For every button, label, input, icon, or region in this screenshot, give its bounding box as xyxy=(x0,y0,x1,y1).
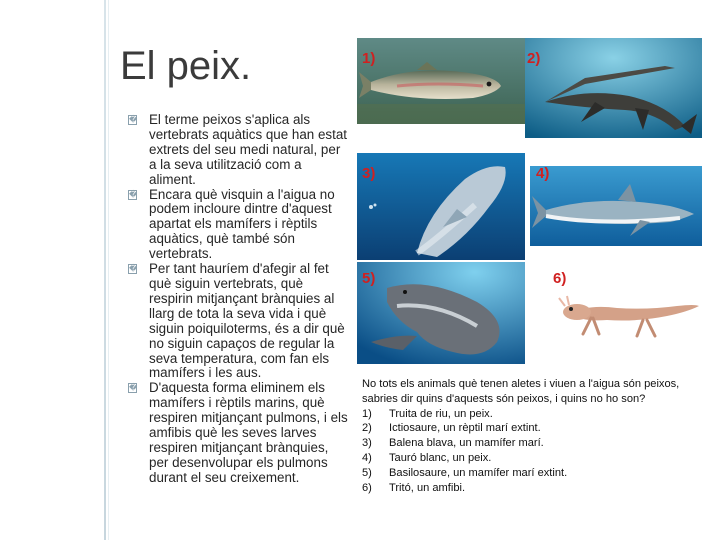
caption-item xyxy=(362,421,702,436)
trout-image xyxy=(357,38,525,124)
caption-item xyxy=(362,451,702,466)
caption-item-number: 3) xyxy=(362,437,372,450)
bullet-item xyxy=(128,113,350,188)
bullet-marker-icon: � xyxy=(129,189,138,199)
image-label-3: 3) xyxy=(362,165,376,182)
bullet-list xyxy=(128,113,350,486)
basilosaurus-image xyxy=(357,262,525,364)
caption-item-text: Basilosaure, un mamífer marí extint. xyxy=(389,466,568,479)
bullet-item xyxy=(128,262,350,381)
caption-item-text: Balena blava, un mamífer marí. xyxy=(389,437,544,450)
white-shark-image xyxy=(530,166,702,246)
caption-item-text: Tauró blanc, un peix. xyxy=(389,451,492,464)
bullet-text: Encara què visquin a l'aigua no podem incloure dintre d'aquest apartat els mamífers i rèptils aquàtics, què també són vertebrats. xyxy=(149,186,335,262)
bullet-item xyxy=(128,188,350,263)
bullet-text: El terme peixos s'aplica als vertebrats aquàtics que han estat extrets del seu medi natural, per a la seva utilització com a aliment. xyxy=(149,112,348,187)
blue-whale-image xyxy=(357,153,525,260)
caption-list xyxy=(362,407,702,496)
caption-item-number: 1) xyxy=(362,407,372,420)
caption-item-number: 4) xyxy=(362,451,372,464)
caption-item-number: 2) xyxy=(362,422,372,435)
bullet-text: Per tant hauríem d'afegir al fet què siguin vertebrats, què respirin mitjançant brànquies al llarg de tota la seva vida i què siguin poiquiloterms, és a dir què no siguin capaços de regular la seva temperatura, com fan els mamífers i les aus. xyxy=(149,261,345,381)
bullet-item xyxy=(128,381,350,485)
caption-item-number: 6) xyxy=(362,481,372,494)
caption-item-text: Tritó, un amfibi. xyxy=(389,481,466,494)
slide-decor-rule-thin xyxy=(108,0,109,540)
slide-decor-rule xyxy=(104,0,106,540)
caption-item-number: 5) xyxy=(362,466,372,479)
bullet-marker-icon: � xyxy=(129,264,138,274)
caption-block xyxy=(362,377,702,495)
caption-item xyxy=(362,407,702,422)
caption-item-text: Ictiosaure, un rèptil marí extint. xyxy=(389,422,541,435)
bullet-marker-icon: � xyxy=(129,383,138,393)
slide-title: El peix. xyxy=(120,44,252,88)
caption-item xyxy=(362,436,702,451)
image-label-4: 4) xyxy=(536,165,550,182)
caption-intro: No tots els animals què tenen aletes i viuen a l'aigua són peixos, sabries dir quins d'aquests són peixos, i quins no ho son? xyxy=(362,378,680,405)
ichthyosaur-image xyxy=(525,38,702,138)
bullet-text: D'aquesta forma eliminem els mamífers i rèptils marins, què respiren mitjançant pulmons, i els amfibis què les seves larves respiren mitjançant brànquies, per desenvolupar els pulmons durant el seu creixement. xyxy=(149,380,348,485)
image-label-5: 5) xyxy=(362,270,376,287)
image-label-1: 1) xyxy=(362,50,376,67)
newt-image xyxy=(547,276,702,346)
caption-item xyxy=(362,481,702,496)
caption-item-text: Truita de riu, un peix. xyxy=(389,407,493,420)
bullet-marker-icon: � xyxy=(129,115,138,124)
image-label-2: 2) xyxy=(527,50,541,67)
caption-item xyxy=(362,466,702,481)
image-label-6: 6) xyxy=(553,270,567,287)
